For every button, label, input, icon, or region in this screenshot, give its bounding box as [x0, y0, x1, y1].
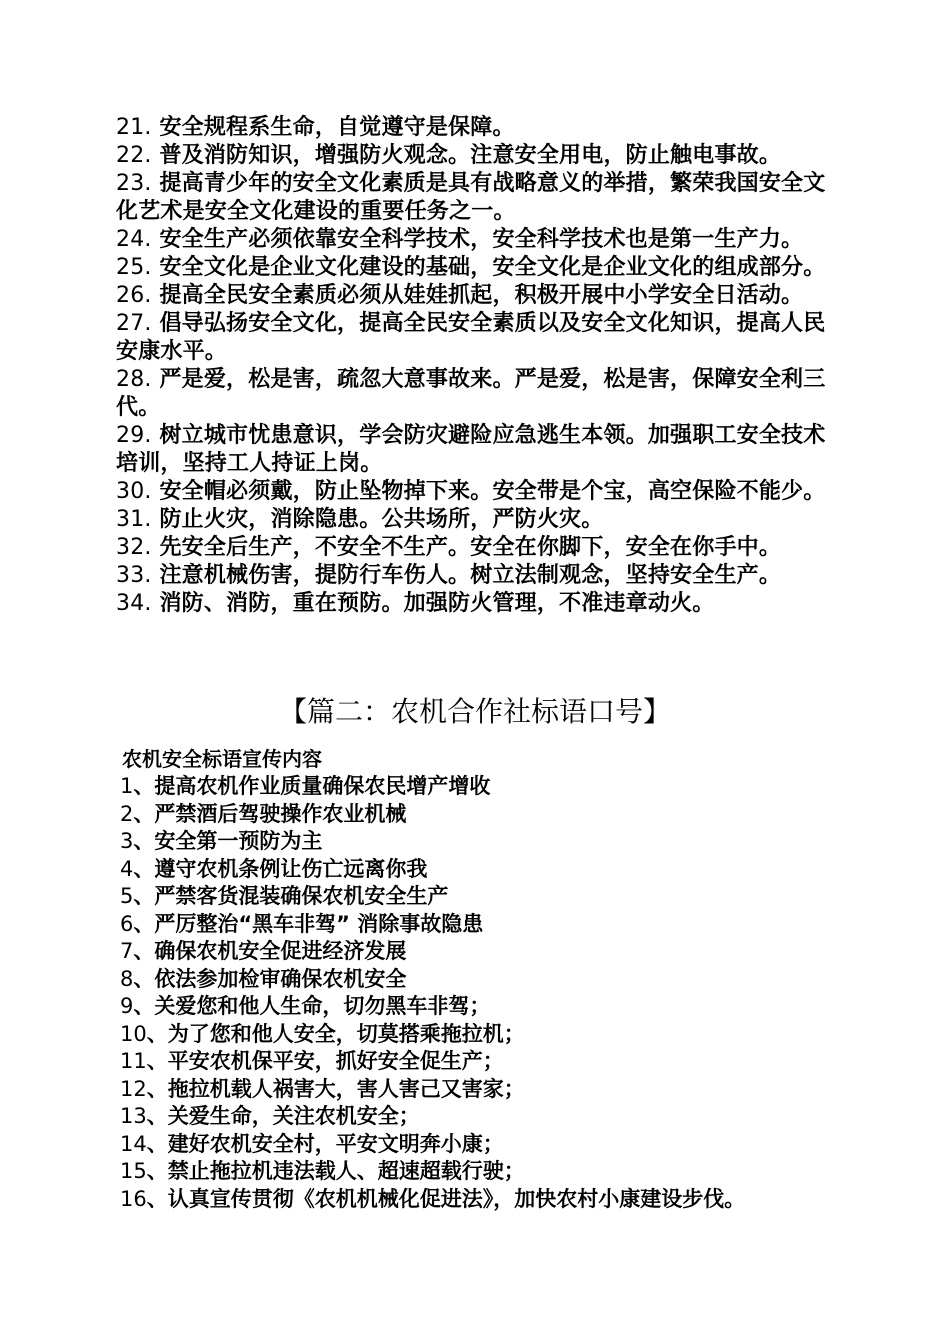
- list-item: 4、遵守农机条例让伤亡远离你我: [120, 856, 428, 881]
- list-item: 3、安全第一预防为主: [120, 829, 323, 853]
- list-item: 1、提高农机作业质量确保农民增产增收: [120, 774, 491, 798]
- list-item: 2、严禁酒后驾驶操作农业机械: [120, 801, 407, 826]
- list-item: 30. 安全帽必须戴，防止坠物掉下来。安全带是个宝，高空保险不能少。: [116, 479, 826, 504]
- list-item: 6、严厉整治“黑车非驾” 消除事故隐患: [120, 911, 484, 936]
- list-item: 23. 提高青少年的安全文化素质是具有战略意义的举措，繁荣我国安全文化艺术是安全文化建设的重要任务之一。: [116, 171, 826, 224]
- list-item: 16、认真宣传贯彻《农机机械化促进法》，加快农村小康建设步伐。: [120, 1186, 746, 1211]
- list-item: 28. 严是爱，松是害，疏忽大意事故来。严是爱，松是害，保障安全利三代。: [116, 367, 826, 420]
- list-item: 10、为了您和他人安全，切莫搭乘拖拉机；: [120, 1021, 525, 1046]
- slogan-list-farm-machinery: [120, 745, 880, 1213]
- list-item: 15、禁止拖拉机违法载人、超速超载行驶；: [120, 1159, 525, 1183]
- list-item: 12、拖拉机载人祸害大，害人害己又害家；: [120, 1076, 525, 1101]
- list-item: 7、确保农机安全促进经济发展: [120, 939, 407, 963]
- list-item: 8、依法参加检审确保农机安全: [120, 966, 407, 991]
- section-heading: 农机安全标语宣传内容: [122, 747, 322, 771]
- slogan-list-safety: [116, 114, 846, 618]
- list-item: 13、关爱生命，关注农机安全；: [120, 1104, 420, 1128]
- list-item: 21. 安全规程系生命，自觉遵守是保障。: [116, 115, 515, 140]
- list-item: 14、建好农机安全村，平安文明奔小康；: [120, 1131, 504, 1156]
- list-item: 22. 普及消防知识，增强防火观念。注意安全用电，防止触电事故。: [116, 143, 782, 168]
- list-item: 29. 树立城市忧患意识，学会防灾避险应急逃生本领。加强职工安全技术培训，坚持工人持证上岗。: [116, 423, 826, 476]
- list-item: 24. 安全生产必须依靠安全科学技术，安全科学技术也是第一生产力。: [116, 227, 804, 252]
- list-item: 33. 注意机械伤害，提防行车伤人。树立法制观念，坚持安全生产。: [116, 563, 782, 588]
- list-item: 11、平安农机保平安，抓好安全促生产；: [120, 1049, 504, 1073]
- list-item: 9、关爱您和他人生命，切勿黑车非驾；: [120, 994, 491, 1018]
- list-item: 5、严禁客货混装确保农机安全生产: [120, 884, 449, 908]
- list-item: 26. 提高全民安全素质必须从娃娃抓起，积极开展中小学安全日活动。: [116, 283, 804, 308]
- list-item: 31. 防止火灾，消除隐患。公共场所，严防火灾。: [116, 507, 604, 532]
- list-item: 34. 消防、消防，重在预防。加强防火管理，不准违章动火。: [116, 591, 715, 616]
- section-title: 【篇二：农机合作社标语口号】: [278, 695, 671, 728]
- list-item: 32. 先安全后生产，不安全不生产。安全在你脚下，安全在你手中。: [116, 535, 782, 560]
- list-item: 25. 安全文化是企业文化建设的基础，安全文化是企业文化的组成部分。: [116, 255, 826, 280]
- list-item: 27. 倡导弘扬安全文化，提高全民安全素质以及安全文化知识，提高人民安康水平。: [116, 311, 826, 364]
